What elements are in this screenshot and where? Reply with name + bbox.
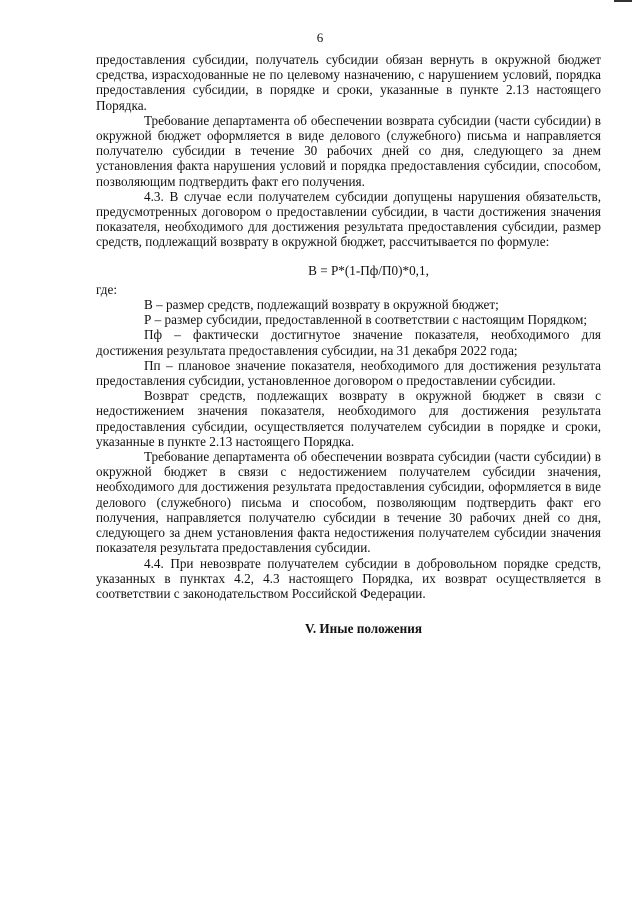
definition-b: В – размер средств, подлежащий возврату в окружной бюджет; [144, 297, 499, 313]
paragraph-requirement: Требование департамента об обеспечении возврата субсидии (части субсидии) в окружной бюджет оформляется в виде делового (служебного) письма и направляется получателю субсидии в течение 30 рабочих дней со дня, следующего за днем установления факта нарушения условий и порядка предоставления субсидии, способом, позволяющим подтвердить факт его получения. [96, 112, 601, 189]
paragraph-continuation: предоставления субсидии, получатель субсидии обязан вернуть в окружной бюджет средства, израсходованные не по целевому назначению, с нарушением условий, порядка предоставления субсидии, в порядке и сроки, указанные в пункте 2.13 настоящего Порядка. [96, 52, 601, 113]
where-label: где: [96, 281, 117, 297]
definition-pp: Пп – плановое значение показателя, необходимого для достижения результата предоставления субсидии, установленное договором о предоставлении субсидии. [96, 357, 601, 389]
section-heading: V. Иные положения [305, 621, 422, 637]
page-number: 6 [316, 30, 324, 45]
definition-pf: Пф – фактически достигнутое значение показателя, необходимого для достижения результата предоставления субсидии, на 31 декабря 2022 года; [96, 327, 601, 358]
paragraph-requirement-2: Требование департамента об обеспечении возврата субсидии (части субсидии) в окружной бюджет в связи с недостижением получателем субсидии значения, необходимого для достижения результата предоставления субсидии, оформляется в виде делового (служебного) письма и способом, позволяющим подтвердить факт его получения, направляется получателю субсидии в течение 30 рабочих дней со дня, следующего за днем установления факта недостижения получателем субсидии значения показателя результата предоставления субсидии. [96, 449, 601, 556]
paragraph-4-3: 4.3. В случае если получателем субсидии допущены нарушения обязательств, предусмотренных договором о предоставлении субсидии, в части достижения значения показателя, необходимого для достижения результата предоставления субсидии, размер средств, подлежащий возврату в окружной бюджет, рассчитывается по формуле: [96, 188, 601, 250]
scan-corner-mark [614, 0, 632, 2]
document-body [96, 52, 601, 636]
paragraph-4-4: 4.4. При невозврате получателем субсидии в добровольном порядке средств, указанных в пунктах 4.2, 4.3 настоящего Порядка, их возврат осуществляется в соответствии с законодательством Российской Федерации. [96, 555, 601, 601]
paragraph-return: Возврат средств, подлежащих возврату в окружной бюджет в связи с недостижением значения показателя, необходимого для достижения результата предоставления субсидии, осуществляется получателем субсидии в порядке и сроки, указанные в пункте 2.13 настоящего Порядка. [96, 388, 601, 449]
definition-r: Р – размер субсидии, предоставленной в соответствии с настоящим Порядком; [144, 312, 588, 328]
formula: В = Р*(1-Пф/П0)*0,1, [308, 262, 429, 278]
